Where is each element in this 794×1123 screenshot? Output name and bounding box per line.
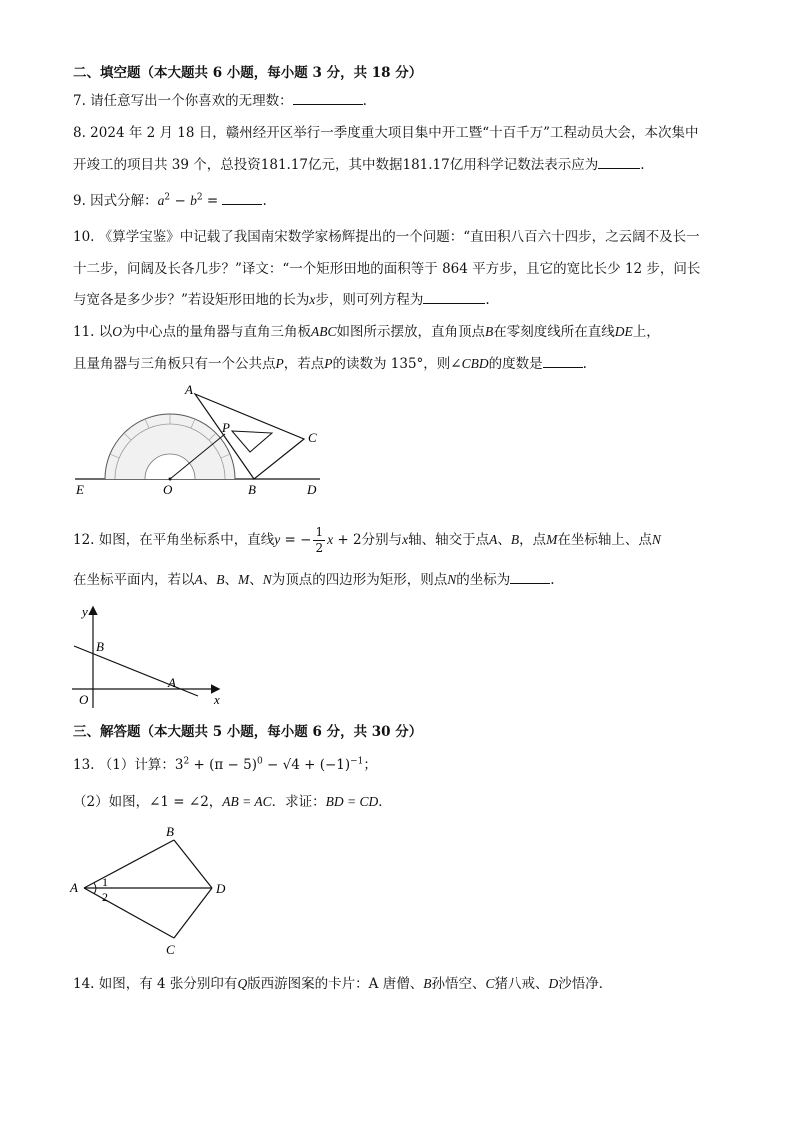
point-o: [169, 478, 172, 481]
segment-ab: [84, 840, 174, 888]
answer-blank-11[interactable]: [543, 355, 583, 368]
question-10-line-3: 与宽各是多少步？”若设矩形田地的长为x步，则可列方程为 .: [73, 292, 490, 308]
section-2-heading: 二、填空题（本大题共 6 小题，每小题 3 分，共 18 分）: [73, 65, 423, 81]
answer-blank-9[interactable]: [222, 192, 262, 205]
label-a: A: [168, 675, 176, 690]
label-c: C: [308, 430, 317, 445]
label-a: A: [70, 880, 78, 895]
label-d: D: [216, 881, 226, 896]
section-3-heading: 三、解答题（本大题共 5 小题，每小题 6 分，共 30 分）: [73, 724, 423, 740]
answer-blank-7[interactable]: [293, 92, 363, 105]
question-8-line-2: 开竣工的项目共 39 个，总投资181.17亿元，其中数据181.17亿用科学记数法表示应为 .: [73, 157, 645, 173]
set-square-inner: [232, 431, 272, 452]
question-13-part-2: （2）如图，∠1 = ∠2，AB = AC．求证：BD = CD．: [73, 794, 392, 810]
q13-figure: [66, 820, 246, 960]
segment-bd: [174, 840, 212, 888]
question-12-line-1: 12. 如图，在平角坐标系中，直线y = − $\frac{1}{2}$ x + 2分别与x轴、轴交于点A、B，点M在坐标轴上、点N: [73, 525, 661, 555]
angle-2-arc: [94, 888, 96, 894]
question-13-part-1: 13. （1）计算：$3^2 + (\pi - 5)^0 - √4 + (-1)^{-1}$；: [73, 756, 377, 773]
angle-1-arc: [94, 883, 96, 888]
label-angle-1: 1: [102, 875, 108, 889]
label-e: E: [76, 482, 84, 497]
label-o: O: [79, 692, 89, 707]
label-b: B: [96, 639, 104, 654]
label-d: D: [307, 482, 317, 497]
q12-figure: [70, 600, 240, 710]
label-x: x: [214, 692, 220, 707]
question-14: 14. 如图，有 4 张分别印有Q版西游图案的卡片：A 唐僧、B孙悟空、C猪八戒、D沙悟净．: [73, 976, 613, 992]
label-b: B: [248, 482, 256, 497]
label-a: A: [185, 382, 193, 397]
question-8-line-1: 8. 2024 年 2 月 18 日，赣州经开区举行一季度重大项目集中开工暨“十百千万”工程动员大会，本次集中: [73, 125, 699, 141]
label-o: O: [163, 482, 173, 497]
question-9: 9. 因式分解：$a^2 - b^2$ = .: [73, 192, 267, 209]
label-y: y: [82, 604, 88, 619]
label-p: P: [222, 420, 230, 435]
segment-ac: [84, 888, 174, 938]
answer-blank-10[interactable]: [423, 291, 485, 304]
label-b: B: [166, 824, 174, 839]
q11-figure: [70, 380, 330, 500]
label-c: C: [166, 942, 175, 957]
question-10-line-1: 10. 《算学宝鉴》中记载了我国南宋数学家杨辉提出的一个问题：“直田积八百六十四步，之云阔不及长一: [73, 229, 700, 245]
fraction-one-half: $\frac{1}{2}$: [315, 525, 324, 555]
answer-blank-8[interactable]: [598, 156, 640, 169]
segment-cd: [174, 888, 212, 938]
label-angle-2: 2: [102, 890, 108, 904]
question-7: 7. 请任意写出一个你喜欢的无理数： .: [73, 93, 367, 109]
question-12-line-2: 在坐标平面内，若以A、B、M、N为顶点的四边形为矩形，则点N的坐标为 .: [73, 572, 555, 588]
question-11-line-2: 且量角器与三角板只有一个公共点P，若点P的读数为 135°，则∠CBD的度数是 .: [73, 356, 587, 372]
answer-blank-12[interactable]: [510, 571, 550, 584]
question-10-line-2: 十二步，问阔及长各几步？”译文：“一个矩形田地的面积等于 864 平方步，且它的宽比长少 12 步，问长: [73, 261, 701, 277]
question-11-line-1: 11. 以O为中心点的量角器与直角三角板ABC如图所示摆放，直角顶点B在零刻度线所在直线DE上，: [73, 324, 660, 340]
